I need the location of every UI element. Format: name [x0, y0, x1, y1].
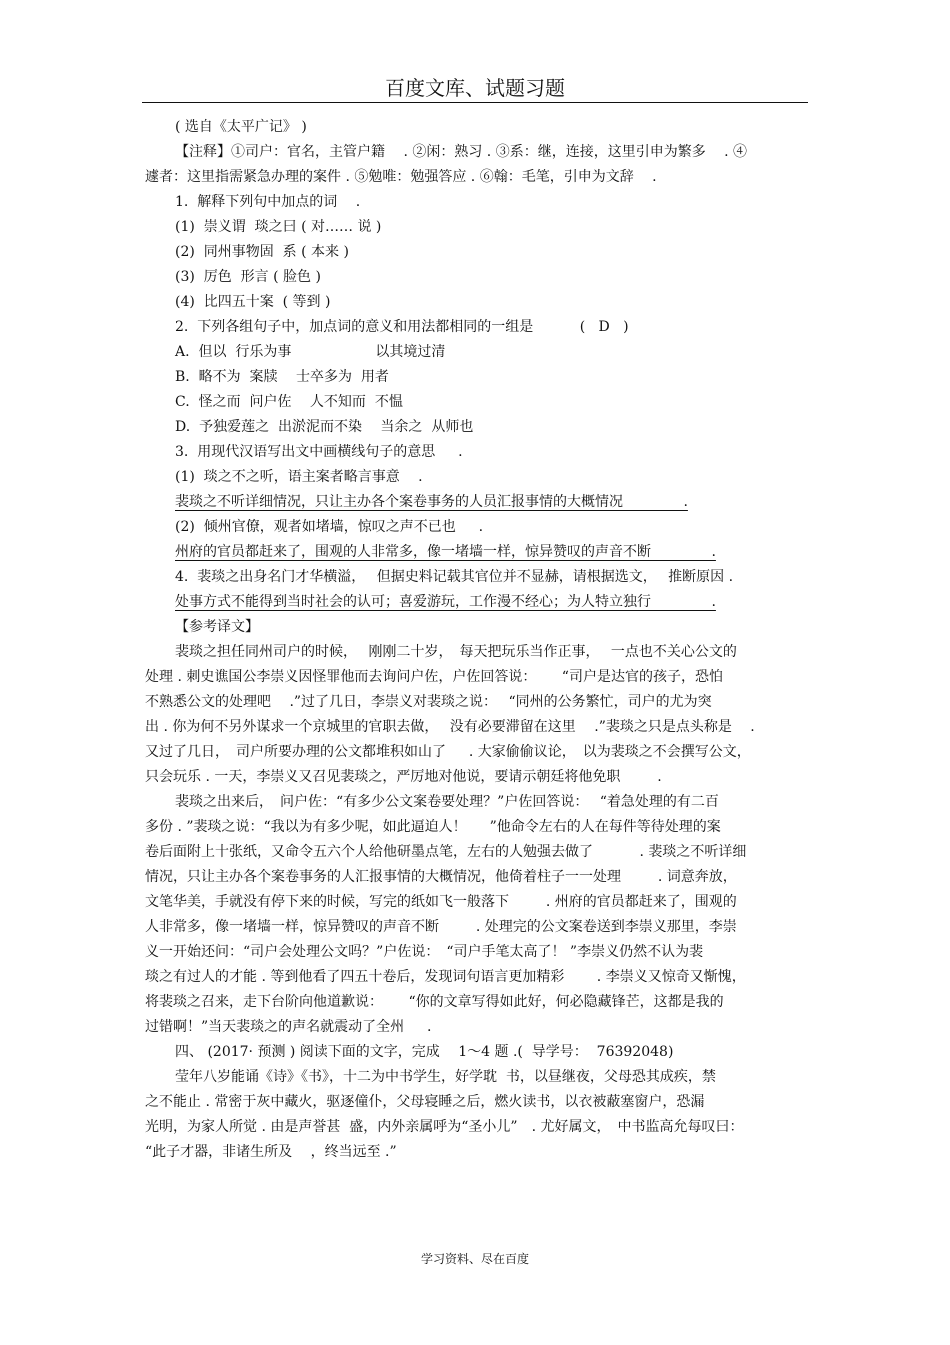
line-text: 4. 裴琰之出身名门才华横溢， 但据史料记载其官位并不显赫，请根据选文， 推断原因 .	[175, 569, 734, 585]
text-line	[145, 265, 810, 290]
text-line	[145, 740, 810, 765]
text-line	[145, 115, 810, 140]
line-text: 卷后面附上十张纸，又命令五六个人给他研墨点笔，左右的人勉强去做了 . 裴琰之不听详细	[145, 844, 747, 860]
line-text: 之不能止 . 常密于灰中藏火，驱逐僮仆，父母寝睡之后，燃火读书，以衣被蔽塞窗户，恐漏	[145, 1094, 705, 1110]
text-line	[145, 1140, 810, 1165]
text-line	[145, 490, 810, 515]
line-text: ( 选自《太平广记》 )	[175, 119, 307, 135]
line-text: D. 予独爱莲之 出淤泥而不染 当余之 从师也	[175, 419, 474, 435]
text-line	[145, 440, 810, 465]
line-text: 出 . 你为何不另外谋求一个京城里的官职去做， 没有必要滞留在这里 .”裴琰之只是点头称是 .	[145, 719, 755, 735]
answer-text: 州府的官员都赶来了，围观的人非常多，像一堵墙一样，惊异赞叹的声音不断 .	[175, 544, 716, 560]
answer-text: 裴琰之不听详细情况，只让主办各个案卷事务的人员汇报事情的大概情况 .	[175, 494, 688, 510]
line-text: (1) 琰之不之听，语主案者略言事意 .	[175, 469, 423, 485]
text-line	[145, 415, 810, 440]
text-line	[145, 565, 810, 590]
line-text: 人非常多，像一堵墙一样，惊异赞叹的声音不断 . 处理完的公文案卷送到李崇义那里，李崇	[145, 919, 737, 935]
line-text: 义一开始还问：“司户会处理公文吗？”户佐说： “司户手笔太高了！ ”李崇义仍然不认为裴	[145, 944, 704, 960]
text-line	[145, 465, 810, 490]
answer-text: 处事方式不能得到当时社会的认可；喜爱游玩，工作漫不经心；为人特立独行 .	[175, 594, 716, 610]
page-footer: 学习资料、尽在百度	[420, 1252, 529, 1266]
line-text: 不熟悉公文的处理吧 .”过了几日，李崇义对裴琰之说： “同州的公务繁忙，司户的尤为突	[145, 694, 712, 710]
line-text: 莹年八岁能诵《诗》《书》，十二为中书学生，好学耽 书，以昼继夜，父母恐其成疾，禁	[175, 1069, 716, 1085]
text-line	[145, 1040, 810, 1065]
line-text: A. 但以 行乐为事 以其境过清	[175, 344, 446, 360]
line-text: 琰之有过人的才能 . 等到他看了四五十卷后，发现词句语言更加精彩 . 李崇义又惊奇又惭愧，	[145, 969, 746, 985]
line-text: 【参考译文】	[175, 619, 259, 635]
line-text: 遽者：这里指需紧急办理的案件 . ⑤勉唯：勉强答应 . ⑥翰：毛笔，引申为文辞 .	[145, 169, 657, 185]
text-line	[145, 765, 810, 790]
text-line	[145, 815, 810, 840]
text-line	[145, 140, 810, 165]
header-rule	[142, 102, 808, 103]
line-text: 过错啊！”当天裴琰之的声名就震动了全州 .	[145, 1019, 432, 1035]
line-text: 又过了几日， 司户所要办理的公文都堆积如山了 . 大家偷偷议论， 以为裴琰之不会撰写公文，	[145, 744, 751, 760]
line-text: 【注释】①司户：官名，主管户籍 . ②闲：熟习 . ③系：继，连接，这里引申为繁多 . ④	[175, 144, 748, 160]
text-line	[145, 365, 810, 390]
line-text: 裴琰之出来后， 问户佐：“有多少公文案卷要处理？”户佐回答说： “着急处理的有二百	[175, 794, 719, 810]
text-line	[145, 340, 810, 365]
line-text: 1. 解释下列句中加点的词 .	[175, 194, 361, 210]
text-line	[145, 915, 810, 940]
text-line	[145, 515, 810, 540]
line-text: (3) 厉色 形言 ( 脸色 )	[175, 269, 321, 285]
text-line	[145, 1065, 810, 1090]
line-text: (1) 崇义谓 琰之曰 ( 对…… 说 )	[175, 219, 382, 235]
text-line	[145, 865, 810, 890]
text-line	[145, 615, 810, 640]
line-text: 处理 . 刺史谯国公李崇义因怪罪他而去询问户佐，户佐回答说： “司户是达官的孩子，恐怕	[145, 669, 723, 685]
text-line	[145, 315, 810, 340]
line-text: 2. 下列各组句子中，加点词的意义和用法都相同的一组是 ( D )	[175, 319, 629, 335]
page-header-title: 百度文库、试题习题	[385, 76, 565, 100]
line-text: 文笔华美，手就没有停下来的时候，写完的纸如飞一般落下 . 州府的官员都赶来了，围观的	[145, 894, 737, 910]
text-line	[145, 790, 810, 815]
line-text: B. 略不为 案牍 士卒多为 用者	[175, 369, 389, 385]
line-text: 光明，为家人所觉 . 由是声誉甚 盛，内外亲属呼为“圣小儿” . 尤好属文， 中书监高允每叹曰：	[145, 1119, 744, 1135]
line-text: (2) 倾州官僚，观者如堵墙，惊叹之声不已也 .	[175, 519, 484, 535]
line-text: (2) 同州事物固 系 ( 本来 )	[175, 244, 349, 260]
text-line	[145, 390, 810, 415]
text-line	[145, 990, 810, 1015]
line-text: “此子才器，非诸生所及 ，终当远至 .”	[145, 1144, 397, 1160]
line-text: 四、 (2017· 预测 ) 阅读下面的文字，完成 1～4 题 .( 导学号： 76392048)	[175, 1044, 674, 1060]
text-line	[145, 715, 810, 740]
text-line	[145, 665, 810, 690]
text-line	[145, 190, 810, 215]
line-text: 将裴琰之召来，走下台阶向他道歉说： “你的文章写得如此好，何必隐藏锋芒，这都是我的	[145, 994, 724, 1010]
text-line	[145, 965, 810, 990]
line-text: 情况，只让主办各个案卷事务的人汇报事情的大概情况，他倚着柱子一一处理 . 词意奔放，	[145, 869, 737, 885]
text-line	[145, 240, 810, 265]
line-text: C. 怪之而 问户佐 人不知而 不愠	[175, 394, 403, 410]
text-line	[145, 215, 810, 240]
text-line	[145, 1115, 810, 1140]
line-text: 3. 用现代汉语写出文中画横线句子的意思 .	[175, 444, 463, 460]
line-text: (4) 比四五十案 ( 等到 )	[175, 294, 331, 310]
line-text: 裴琰之担任同州司户的时候， 刚刚二十岁， 每天把玩乐当作正事， 一点也不关心公文的	[175, 644, 737, 660]
text-line	[145, 590, 810, 615]
text-line	[145, 690, 810, 715]
text-line	[145, 165, 810, 190]
text-line	[145, 540, 810, 565]
line-text: 多份 . ”裴琰之说：“我以为有多少呢，如此逼迫人！ ”他命令左右的人在每件等待处理的案	[145, 819, 721, 835]
text-line	[145, 1015, 810, 1040]
text-line	[145, 290, 810, 315]
line-text: 只会玩乐 . 一天，李崇义又召见裴琰之，严厉地对他说，要请示朝廷将他免职 .	[145, 769, 662, 785]
text-line	[145, 640, 810, 665]
text-line	[145, 940, 810, 965]
text-line	[145, 1090, 810, 1115]
text-line	[145, 890, 810, 915]
text-line	[145, 840, 810, 865]
document-body	[145, 115, 810, 1165]
